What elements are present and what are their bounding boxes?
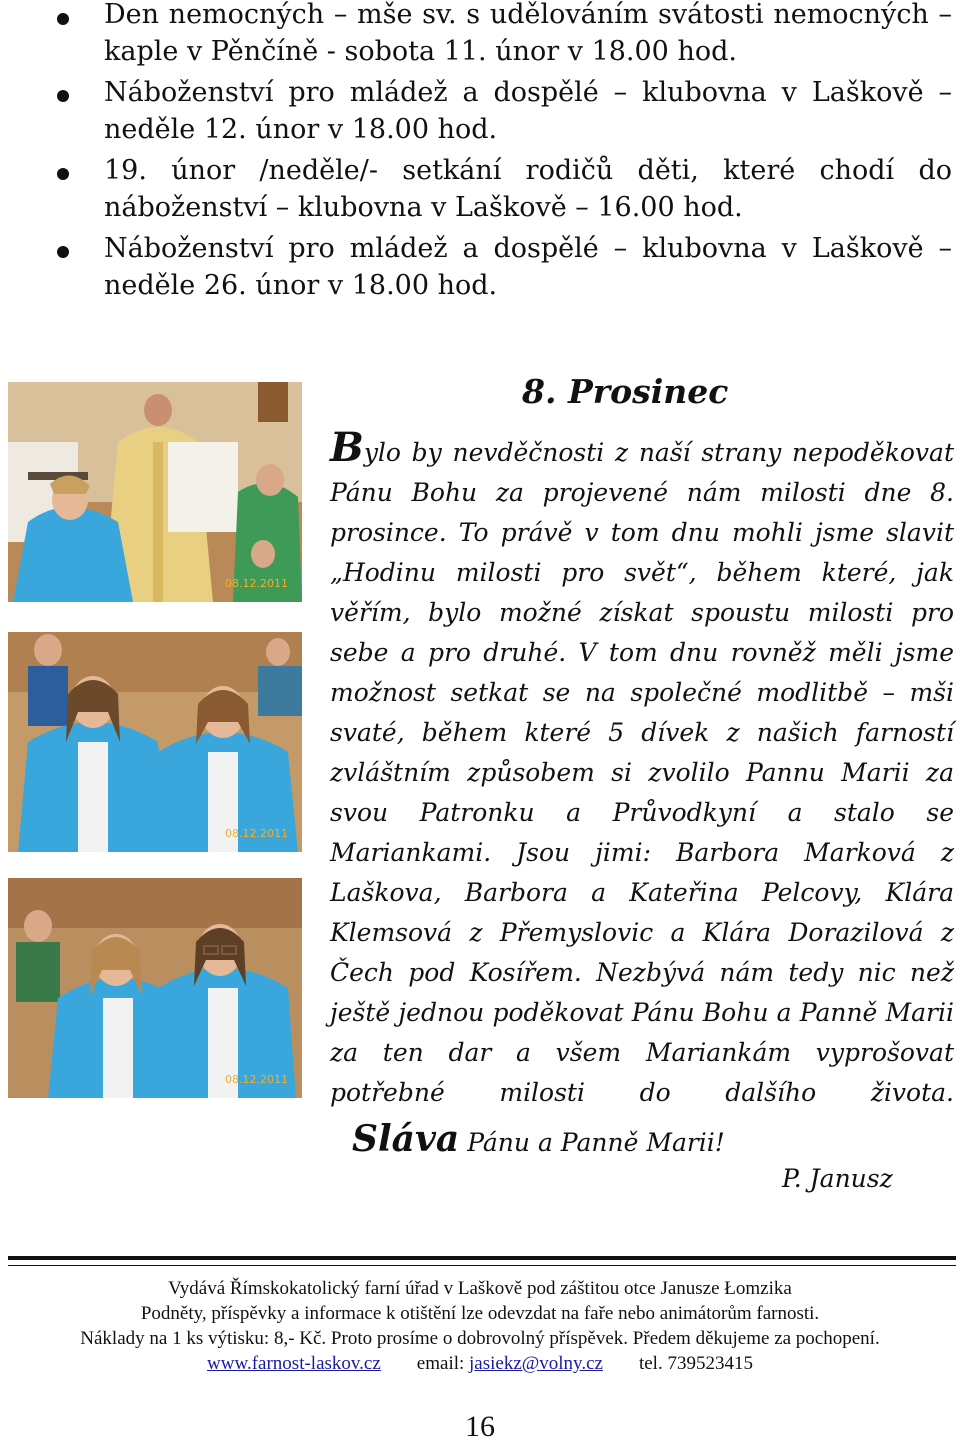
photo-girls-procession — [8, 878, 302, 1098]
photo-priest-altar — [8, 382, 302, 602]
closing-emphasis: Sláva — [352, 1118, 460, 1160]
article-title: 8. Prosinec — [522, 372, 729, 411]
bullet-dot — [57, 90, 69, 102]
website-link[interactable]: www.farnost-laskov.cz — [207, 1353, 381, 1374]
email-link[interactable]: jasiekz@volny.cz — [469, 1353, 603, 1374]
article-text: ylo by nevděčnosti z naší strany nepoděkovat Pánu Bohu za projevené nám milosti dne 8. prosince. To právě v tom dnu mohli jsme slavit „Hodinu milosti pro svět“, během které, jak věřím, bylo možné získat spoustu milosti pro sebe a pro druhé. V tom dnu rovněž měli jsme možnost setkat se na společné modlitbě – mši svaté, během které 5 dívek z našich farností zvláštním způsobem si zvolilo Pannu Marii za svou Patronku a Průvodkyní a stalo se Mariankami. Jsou jimi: Barbora Marková z Laškova, Barbora a Kateřina Pelcovy, Klára Klemsová z Přemyslovic a Klára Dorazilová z Čech pod Kosířem. Nezbývá nám tedy nic než ještě jednou poděkovat Pánu Bohu a Panně Marii za ten dar a všem Mariankám vyprošovat potřebné milosti do dalšího života. — [330, 438, 954, 1107]
bullet-dot — [57, 168, 69, 180]
photo-date-stamp: 08.12.2011 — [225, 577, 288, 590]
article-drop-cap: B — [330, 424, 364, 471]
footer-contact-line — [0, 1351, 960, 1376]
article-body — [330, 424, 954, 1113]
photo-girls-praying — [8, 632, 302, 852]
bullet-dot — [57, 13, 69, 25]
footer-submissions-line: Podněty, příspěvky a informace k otištění lze odevzdat na faře nebo animátorům farnosti. — [140, 1303, 820, 1324]
announcement-item: 19. únor /neděle/- setkání rodičů děti, které chodí do náboženství – klubovna v Laškově – 16.00 hod. — [104, 155, 952, 223]
announcement-item: Náboženství pro mládež a dospělé – klubovna v Laškově – neděle 26. únor v 18.00 hod. — [104, 233, 952, 301]
email-label: email: — [416, 1353, 465, 1374]
bullet-dot — [57, 246, 69, 258]
announcement-item: Náboženství pro mládež a dospělé – klubovna v Laškově – neděle 12. únor v 18.00 hod. — [104, 77, 952, 145]
article-signature: P. Janusz — [782, 1164, 893, 1193]
footer — [0, 1276, 960, 1376]
photo-date-stamp: 08.12.2011 — [225, 1073, 288, 1086]
footer-divider — [8, 1256, 956, 1260]
footer-publisher-line: Vydává Římskokatolický farní úřad v Laškově pod záštitou otce Janusze Łomzika — [168, 1278, 792, 1299]
closing-text: Pánu a Panně Marii! — [459, 1128, 725, 1157]
phone-number: tel. 739523415 — [638, 1353, 753, 1374]
announcement-item: Den nemocných – mše sv. s udělováním svátosti nemocných – kaple v Pěnčíně - sobota 11. únor v 18.00 hod. — [104, 0, 952, 67]
page-number: 16 — [465, 1410, 495, 1443]
footer-divider-thin — [8, 1265, 956, 1266]
photo-date-stamp: 08.12.2011 — [225, 827, 288, 840]
footer-cost-line: Náklady na 1 ks výtisku: 8,- Kč. Proto prosíme o dobrovolný příspěvek. Předem děkujeme za pochopení. — [80, 1328, 880, 1349]
article-closing — [352, 1118, 725, 1160]
